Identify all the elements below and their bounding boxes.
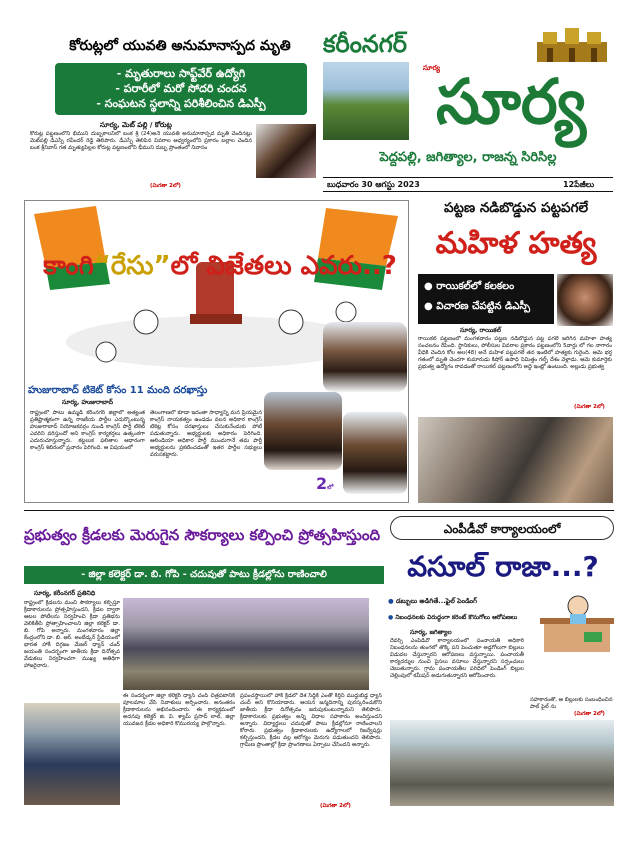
story3-byline: సూర్య, రాయికల్	[460, 327, 501, 334]
story5-office-photo	[390, 720, 614, 806]
story1-bullet: - పరారీలో మరో సోదరి చందన	[115, 82, 247, 95]
masthead-temple-icon	[533, 28, 611, 66]
story5-body2: సహకారంతో, ఆ బిల్లులకు సంబంధించిన పాల్ పైల్ ను	[530, 697, 613, 710]
story5-headline-main: వసూల్ రాజా...?	[407, 550, 599, 583]
story4-event-photo	[123, 598, 369, 690]
story2-title	[40, 246, 400, 286]
story2-continued-number: 2	[316, 474, 328, 493]
story5-continued: (మిగతా 2లో)	[574, 711, 605, 717]
story5-cartoon	[540, 592, 614, 658]
story4-col3: ప్రపంచస్థాయిలో హాకీ క్రీడలో దేశ సిద్ధికి ఎంతో కీర్తిని ముద్దుబిడ్డ ధ్యాన్ చంద్ అని కొనియాడారు. ఆయన జన్మదినాన్ని పురస్కరించుకొని జాతీయ క్రీడా దినోత్సవం జరుపుకుంటున్నామని తెలిపారు. క్రీడాకారులకు ప్రభుత్వం అన్ని విధాల సహకారం అందిస్తుందని అన్నారు. విద్యార్థులు చదువుతో పాటు క్రీడల్లోనూ రాణించాలని కోరారు. ప్రభుత్వం క్రీడాకారులకు ఉద్యోగాలలో రిజర్వేషన్లు కల్పిస్తుందని, క్రీడల వల్ల ఆరోగ్యం మెరుగు పడుతుందని తెలిపారు. గ్రామీణ ప్రాంతాల్లో క్రీడా ప్రాంగణాలు ఏర్పాటు చేసిందని అన్నారు.	[240, 693, 382, 748]
story1-bullet-box	[55, 63, 307, 115]
story2-continued-suffix: లో	[327, 484, 334, 491]
story2-col2: తెలంగాణలో కూడా ఇదంతా సాధ్యాన్ని మన ప్రియమైన కాంగ్రెస్ నాయకత్వం ఉండడం వలన అధికార కాంగ్రెస్ టికెట్ల కోసం దరఖాస్తులు చేసుకునేందుకు పోటీ పడుతున్నారు. అభ్యర్థులకు అధికారం పెరిగింది. ఆలిండియా అధికార పార్టీ ముందుగానే తమ పార్టీ అభ్యర్థులను ప్రకటించడంతో ఇతర పార్టీల సభ్యులు వరుసకట్టారు.	[150, 410, 262, 458]
story3-continued: (మిగతా 2లో)	[574, 404, 605, 410]
story5-body: దేవర్స్ ఎంపీడీవో కార్యాలయంలో పంచాయతీ అధికారి నిబంధనలను తుంగలో తొక్కి పని పెంచుతూ అడ్డగోలుగా బిల్లులు విడుదల చేస్తున్నారని ఆరోపణలు వస్తున్నాయి. పంచాయతీ కార్యదర్శుల నుంచి పైసలు వసూలు చేస్తున్నారని సర్పంచులు చెబుతున్నారు. గ్రామ పంచాయతీల పరిధిలో పెండింగ్ బిల్లుల చెల్లింపులో కమీషన్ అడుగుతున్నారని ఆరోపించారు.	[390, 638, 524, 679]
story1-headline: కోరుట్లలో యువతి అనుమానాస్పద మృతి	[69, 38, 291, 54]
story2-col1: రాష్ట్రంలో పాటు ఉమ్మడి కరీంనగర్ జిల్లాలో అత్యంత ప్రతిష్టాత్మకంగా ఉన్న రాజకీయ పార్టీల ఎదుర్కొంటున్న హుజురాబాద్ నియోజకవర్గం నుండి కాంగ్రెస్ పార్టీ టికెట్ ఎవరిని వరిస్తుందో అని కాంగ్రెస్ కార్యకర్తలు ఉత్కంఠగా ఎదురుచూస్తున్నారు. కట్టలుక ఫలితాల ఆధారంగా కాంగ్రెస్ శిబిరంలో ప్రచారం పెరిగింది. ఆ విషయంలో	[30, 410, 145, 451]
masthead-pages: 12పేజీలు	[563, 180, 595, 189]
story5-bullet: ● డబ్బులు అడిగితే...ఫైల్ పెండింగ్	[388, 597, 477, 605]
story2-continued	[316, 474, 338, 493]
story2-candidate-photo-2	[264, 392, 342, 470]
masthead-flag-small: సూర్య	[423, 64, 440, 72]
story4-banner: - జిల్లా కలెక్టర్ డా. బి. గోపి - చదువుతో పాటు క్రీడల్లోను రాణించాలి	[24, 566, 384, 584]
story2-subhead: హుజురాబాద్ టికెట్ కోసం 11 మంది దరఖాస్తు	[28, 385, 208, 396]
story1-bullet: - మృతురాలు సాఫ్ట్‌వేర్ ఉద్యోగి	[116, 67, 246, 80]
story3-bullet: ● విచారణ చేపట్టిన డిఎస్పీ	[424, 301, 531, 312]
story1-bullet: - సంఘటన స్థలాన్ని పరిశీలించిన డిఎస్పీ	[96, 97, 266, 110]
story4-continued: (మిగతా 2లో)	[320, 803, 351, 809]
story2-byline: సూర్య, హుజురాబాద్	[62, 399, 113, 406]
story1-victim-photo	[256, 124, 316, 178]
story4-kids-photo	[24, 703, 120, 805]
story1-byline: సూర్య, మెట్ పల్లి / కోరుట్ల	[100, 121, 172, 129]
masthead-districts: పెద్దపల్లి, జగిత్యాల, రాజన్న సిరిసిల్ల	[379, 150, 557, 165]
story1-body: కోరుట్ల పట్టణంలోని భీముని దుబ్బకాలనీలో బంక శ్రీ (24)అనే యువతి అనుమానాస్పద మృతి చెందినట్లు మెట్‌పల్లి డీఎస్పీ రవీందర్ రెడ్డి తెలిపారు. డీఎస్పీ తెలిపిన వివరాల ఆధ్వర్యంలోని ప్రకారం బల్లాల చెందిన బంక శ్రీనివాస్ గత మృత్యుపిల్లల కోరుట్ల పట్టణంలోని భీముని దుబ్బ ప్రాంతంలో నివాసం	[30, 131, 252, 151]
story4-col1: రాష్ట్రంలో క్రీడలను మంచి సౌకర్యాలు కల్పిస్తూ క్రీడాకారులను ప్రోత్సహిస్తుందని, క్రీడల ద్వారా ఆటల పోటీలను నిర్వహించి క్రీడా ప్రతిభను వెలికితీసి ప్రోత్సాహించాలని జిల్లా కలెక్టర్ డా. బి. గోపి అన్నారు. మంగళవారం జిల్లా కేంద్రంలోని డా. బి. ఆర్. అంబేడ్కర్ స్టేడియంలో భారత హాకీ దిగ్గజం మేజర్ ధ్యాన్ చంద్ జయంతి సందర్భంగా జాతీయ క్రీడా దినోత్సవ వేడుకలు నిర్వహించగా ముఖ్య అతిథిగా హాజరైనారు.	[24, 600, 120, 669]
story1-continued: (మిగతా 2లో)	[150, 183, 181, 189]
story2-title-part2: లో విజేతలు ఎవరు..?	[170, 251, 397, 281]
story2-title-quote: “రేసు”	[93, 251, 171, 281]
masthead	[323, 28, 613, 188]
masthead-date-rule-bottom	[323, 191, 613, 192]
story5-byline: సూర్య, జగిత్యాల	[410, 629, 452, 636]
story4-byline: సూర్య, కరీంనగర్ ప్రతినిధి	[34, 590, 96, 597]
story4-col2: ఈ సందర్భంగా జిల్లా కలెక్టర్ ధ్యాన్ చంద్ చిత్రపటానికి పూలమాల వేసి నివాళులు అర్పించారు. అనంతరం క్రీడాకారులను అభినందించారు. ఈ కార్యక్రమంలో అదనపు కలెక్టర్ జి. వి. శ్యామ్ ప్రసాద్ లాల్, జిల్లా యువజన క్రీడల అధికారి కొమురయ్య పాల్గొన్నారు.	[123, 693, 235, 727]
masthead-date: బుధవారం 30 ఆగస్టు 2023	[327, 180, 420, 189]
story5-headline-top: ఎంపీడీవో కార్యాలయంలో	[390, 516, 614, 540]
bullet-dot-icon: ●	[388, 614, 396, 621]
story2-title-part1: కాంగి	[43, 251, 94, 281]
masthead-edition-label: కరీంనగర్	[323, 30, 407, 58]
masthead-title: సూర్య	[435, 65, 587, 138]
story3-victim-photo	[557, 274, 613, 326]
story3-headline-top: పట్టణ నడిబొడ్డున పట్టపగలే	[443, 200, 589, 216]
story4-rule-top	[24, 510, 614, 511]
story5-bullet: ● నిబంధనలకు విరుద్ధంగా కరెంట్ కొనుగోలు ఆరోపణలు	[388, 614, 518, 621]
masthead-landscape-photo	[323, 62, 409, 140]
story3-bullet-box	[418, 274, 554, 324]
story3-scene-photo	[418, 417, 613, 503]
story3-headline-main: మహిళ హత్య	[435, 226, 597, 261]
bullet-dot-icon: ●	[424, 301, 437, 312]
story4-headline: ప్రభుత్వం క్రీడలకు మెరుగైన సౌకర్యాలు కల్పించి ప్రోత్సహిస్తుంది	[24, 526, 381, 544]
story3-body: రాయికల్ పట్టణంలో మంగళవారం పట్టణ నడిబొడ్డున పట్ట పగలే జరిగిన మహిళా హత్య సంచలనం రేపింది. స్థానికులు, పోలీసుల వివరాల ప్రకారం పట్టణంలోని 5వార్డు లో గల నాగారం వీధికి చెందిన కోల అల(48) అనే మహిళ పట్టపగలే తన ఇంటిలో హత్యకు గురైంది. ఆమె భర్త గతంలో మృతి చెందగా కుమారుడు కిషోర్ ఉపాధి నిమిత్తం గల్ఫ్ దేశం వెళ్లాడు. ఆమె కుమార్తెకు ప్రభుత్వ ఉద్యోగం రావడంతో రాయికల్ పట్టణంలోని అద్దె ఇంట్లో ఉంటుంది. అల్లుడు ప్రభుత్వ	[418, 336, 612, 370]
story3-bullet: ● రాయికల్‌లో కలకలం	[424, 281, 515, 292]
story2-candidate-photo-1	[323, 322, 407, 392]
bullet-dot-icon: ●	[424, 281, 437, 292]
masthead-date-rule-top	[323, 177, 613, 178]
bullet-dot-icon: ●	[388, 597, 396, 605]
story2-candidate-photo-3	[343, 412, 407, 494]
